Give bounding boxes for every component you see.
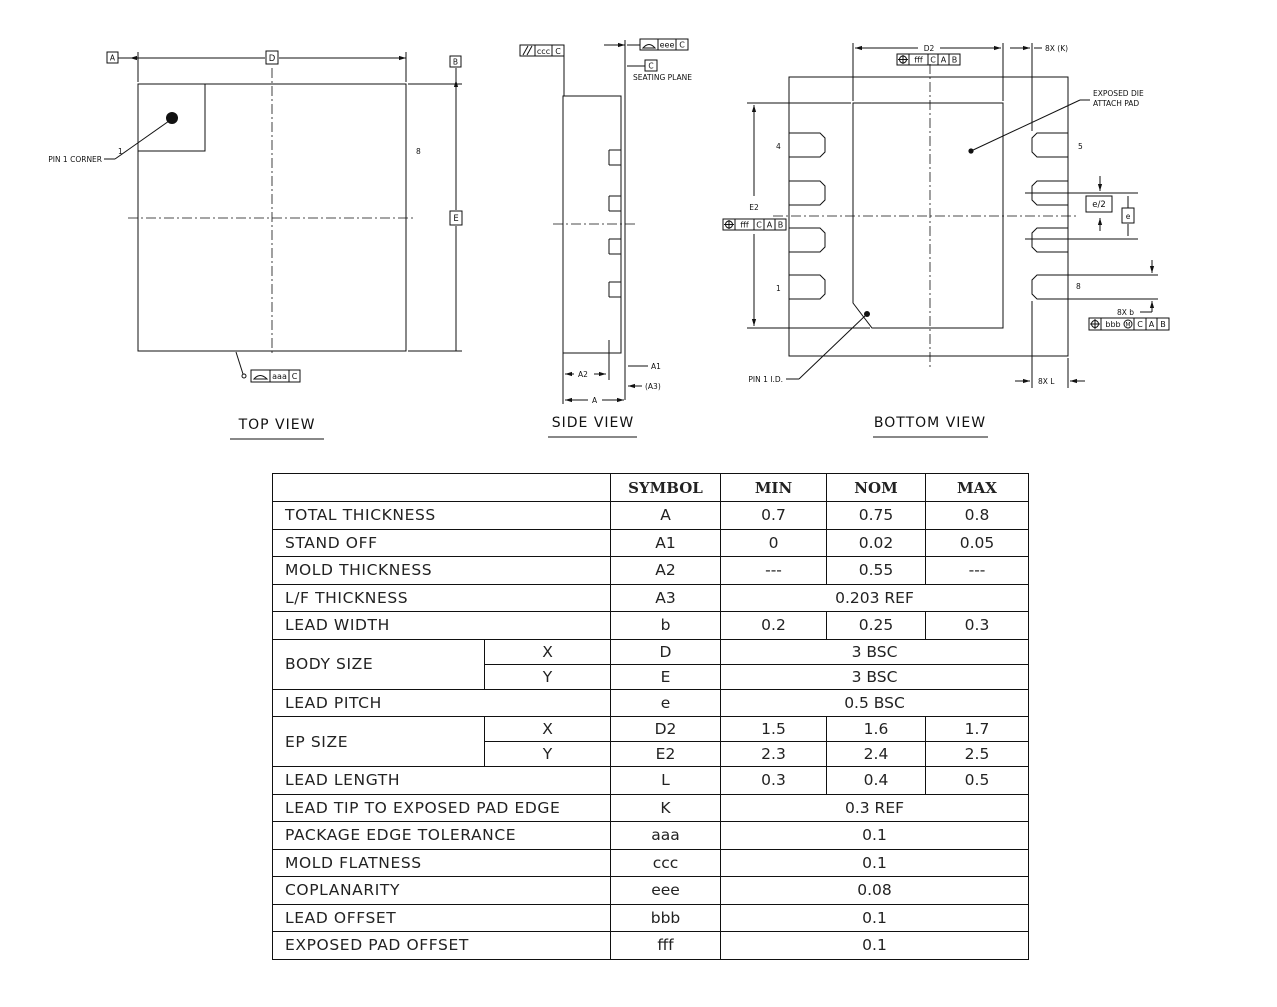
bottom-view-title: BOTTOM VIEW: [873, 415, 987, 431]
row-max: 0.8: [926, 502, 1029, 530]
row-span-value: 3 BSC: [721, 664, 1029, 689]
row-symbol: aaa: [611, 822, 721, 850]
seating-plane-label: SEATING PLANE: [633, 73, 693, 82]
dim-a3-label: (A3): [645, 382, 661, 391]
row-symbol: A2: [611, 557, 721, 585]
row-symbol: b: [611, 612, 721, 640]
pin1-corner-label: PIN 1 CORNER: [48, 155, 102, 164]
row-span-value: 3 BSC: [721, 639, 1029, 664]
row-symbol: eee: [611, 877, 721, 905]
fcf-ccc-datum: C: [555, 47, 561, 56]
fcf-fff-side-label: fff: [740, 220, 749, 230]
fcf-aaa-datum: C: [291, 372, 298, 381]
fcf-bbb-label: bbb: [1105, 320, 1121, 329]
dim-e2-label: E2: [749, 203, 759, 212]
row-nom: 0.25: [827, 612, 926, 640]
row-symbol: e: [611, 689, 721, 717]
row-span-value: 0.3 REF: [721, 794, 1029, 822]
fcf-fff-top-datum-c: C: [930, 55, 936, 65]
bottom-view: [723, 43, 1169, 437]
exposed-pad-label-1: EXPOSED DIE: [1093, 89, 1144, 98]
pin1-id-label: PIN 1 I.D.: [748, 375, 783, 384]
row-span-value: 0.203 REF: [721, 584, 1029, 612]
datum-b-label: B: [452, 57, 459, 67]
row-span-value: 0.1: [721, 904, 1029, 932]
row-symbol: ccc: [611, 849, 721, 877]
table-row: [273, 689, 1029, 717]
header-blank: [273, 474, 611, 502]
row-symbol: fff: [611, 932, 721, 960]
row-symbol: D: [611, 639, 721, 664]
pin-num-5: 5: [1078, 142, 1083, 151]
table-header-row: [273, 474, 1029, 502]
top-view-title: TOP VIEW: [238, 417, 316, 433]
row-sub: X: [485, 717, 611, 742]
table-row: [273, 529, 1029, 557]
exposed-pad-label-2: ATTACH PAD: [1093, 99, 1140, 108]
table-row: [273, 794, 1029, 822]
table-row: [273, 822, 1029, 850]
dim-a-label: A: [592, 396, 598, 405]
fcf-fff-top-datum-a: A: [940, 55, 947, 65]
table-row: [273, 877, 1029, 905]
package-drawing: [0, 0, 1277, 455]
row-span-value: 0.1: [721, 849, 1029, 877]
row-label: MOLD THICKNESS: [273, 557, 611, 585]
row-nom: 1.6: [827, 717, 926, 742]
row-label: STAND OFF: [273, 529, 611, 557]
row-nom: 0.75: [827, 502, 926, 530]
dim-d2-label: D2: [923, 44, 935, 53]
datum-c-label: C: [648, 61, 654, 71]
row-span-value: 0.5 BSC: [721, 689, 1029, 717]
row-max: 0.5: [926, 767, 1029, 795]
dim-a1-label: A1: [651, 362, 661, 371]
pin-num-1: 1: [776, 284, 781, 293]
dim-8x-b-label: 8X b: [1117, 308, 1135, 317]
row-label: LEAD TIP TO EXPOSED PAD EDGE: [273, 794, 611, 822]
row-span-value: 0.08: [721, 877, 1029, 905]
row-min: 0.2: [721, 612, 827, 640]
table-row: [273, 849, 1029, 877]
table-row: [273, 717, 1029, 742]
row-symbol: bbb: [611, 904, 721, 932]
top-view: [48, 51, 462, 439]
pin-num-8: 8: [1076, 282, 1081, 291]
top-dim-8-label: 8: [416, 147, 421, 156]
fcf-bbb-datum-a: A: [1148, 320, 1155, 329]
row-label: BODY SIZE: [273, 639, 485, 689]
row-max: 0.05: [926, 529, 1029, 557]
side-view-title: SIDE VIEW: [551, 415, 635, 431]
side-view: [520, 39, 692, 437]
fcf-eee-label: eee: [659, 40, 675, 50]
table-row: [273, 767, 1029, 795]
corner-num-label: 1: [118, 147, 123, 156]
table-row: [273, 502, 1029, 530]
row-label: LEAD WIDTH: [273, 612, 611, 640]
fcf-ccc-label: ccc: [536, 47, 551, 56]
table-row: [273, 557, 1029, 585]
dim-e-pitch-label: e: [1125, 212, 1131, 221]
pin-num-4: 4: [776, 142, 781, 151]
row-sub: Y: [485, 664, 611, 689]
row-sub: Y: [485, 742, 611, 767]
header-min: MIN: [721, 474, 827, 502]
row-min: 2.3: [721, 742, 827, 767]
row-symbol: D2: [611, 717, 721, 742]
side-body-outline: [563, 96, 621, 353]
bottom-body-outline: [789, 77, 1068, 356]
table-row: [273, 639, 1029, 664]
row-span-value: 0.1: [721, 822, 1029, 850]
header-nom: NOM: [827, 474, 926, 502]
row-label: LEAD OFFSET: [273, 904, 611, 932]
datum-a-label: A: [109, 53, 116, 63]
row-nom: 0.55: [827, 557, 926, 585]
fcf-bbb-datum-c: C: [1137, 320, 1143, 329]
fcf-fff-top-label: fff: [914, 55, 923, 65]
dim-8x-k-label: 8X (K): [1045, 44, 1069, 53]
table-row: [273, 904, 1029, 932]
row-symbol: K: [611, 794, 721, 822]
row-label: MOLD FLATNESS: [273, 849, 611, 877]
row-min: 0: [721, 529, 827, 557]
fcf-fff-top-datum-b: B: [951, 55, 958, 65]
row-sub: X: [485, 639, 611, 664]
table-row: [273, 612, 1029, 640]
exposed-pad-outline: [853, 103, 1003, 328]
dim-d-label: D: [268, 54, 276, 64]
header-symbol: SYMBOL: [611, 474, 721, 502]
row-label: TOTAL THICKNESS: [273, 502, 611, 530]
row-symbol: A1: [611, 529, 721, 557]
table-row: [273, 932, 1029, 960]
row-max: 0.3: [926, 612, 1029, 640]
svg-text:M: M: [1125, 321, 1131, 329]
row-symbol: E2: [611, 742, 721, 767]
dim-e-label: E: [453, 214, 459, 224]
row-label: LEAD PITCH: [273, 689, 611, 717]
row-nom: 0.02: [827, 529, 926, 557]
header-max: MAX: [926, 474, 1029, 502]
row-label: EXPOSED PAD OFFSET: [273, 932, 611, 960]
row-nom: 2.4: [827, 742, 926, 767]
row-max: 1.7: [926, 717, 1029, 742]
fcf-fff-side-datum-a: A: [766, 220, 773, 230]
row-min: 0.3: [721, 767, 827, 795]
fcf-eee-datum: C: [679, 40, 685, 50]
fcf-aaa-label: aaa: [272, 372, 287, 381]
row-label: L/F THICKNESS: [273, 584, 611, 612]
table-row: [273, 584, 1029, 612]
dimension-table: [272, 473, 1029, 960]
row-max: 2.5: [926, 742, 1029, 767]
row-label: COPLANARITY: [273, 877, 611, 905]
dim-e-half-label: e/2: [1092, 200, 1106, 210]
row-label: EP SIZE: [273, 717, 485, 767]
row-max: ---: [926, 557, 1029, 585]
fcf-fff-side-datum-c: C: [756, 220, 762, 230]
row-label: PACKAGE EDGE TOLERANCE: [273, 822, 611, 850]
fcf-bbb-datum-b: B: [1160, 320, 1166, 329]
row-min: ---: [721, 557, 827, 585]
row-min: 0.7: [721, 502, 827, 530]
row-symbol: L: [611, 767, 721, 795]
row-span-value: 0.1: [721, 932, 1029, 960]
row-min: 1.5: [721, 717, 827, 742]
fcf-fff-side-datum-b: B: [777, 220, 784, 230]
dim-a2-label: A2: [578, 370, 588, 379]
row-symbol: A3: [611, 584, 721, 612]
row-symbol: E: [611, 664, 721, 689]
row-label: LEAD LENGTH: [273, 767, 611, 795]
dim-8x-l-label: 8X L: [1038, 377, 1055, 386]
row-nom: 0.4: [827, 767, 926, 795]
row-symbol: A: [611, 502, 721, 530]
